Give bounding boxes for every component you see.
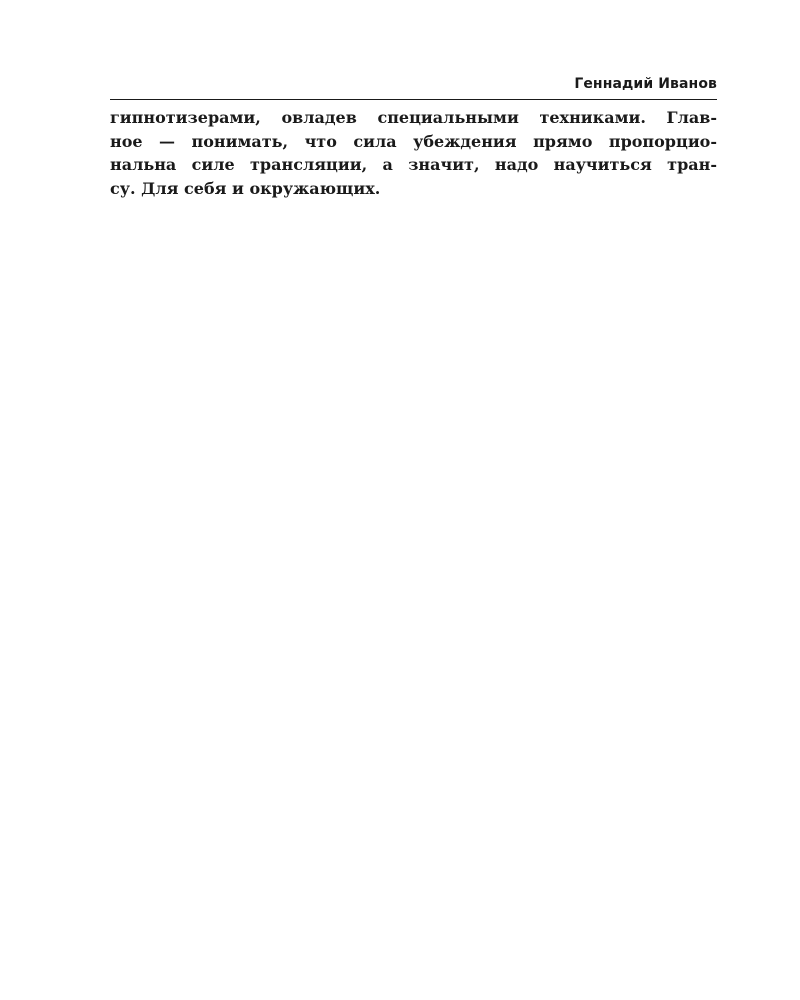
body-paragraph — [110, 106, 717, 200]
header-author-name: Геннадий Иванов — [574, 76, 717, 92]
text-line: ное — понимать, что сила убеждения прямо пропорцио- — [110, 131, 717, 151]
running-header — [110, 74, 717, 100]
text-line: нальна силе трансляции, а значит, надо научиться тран- — [110, 155, 717, 174]
text-line: су. Для себя и окружающих. — [110, 178, 381, 198]
text-line: гипнотизерами, овладев специальными техниками. Глав- — [110, 108, 717, 127]
